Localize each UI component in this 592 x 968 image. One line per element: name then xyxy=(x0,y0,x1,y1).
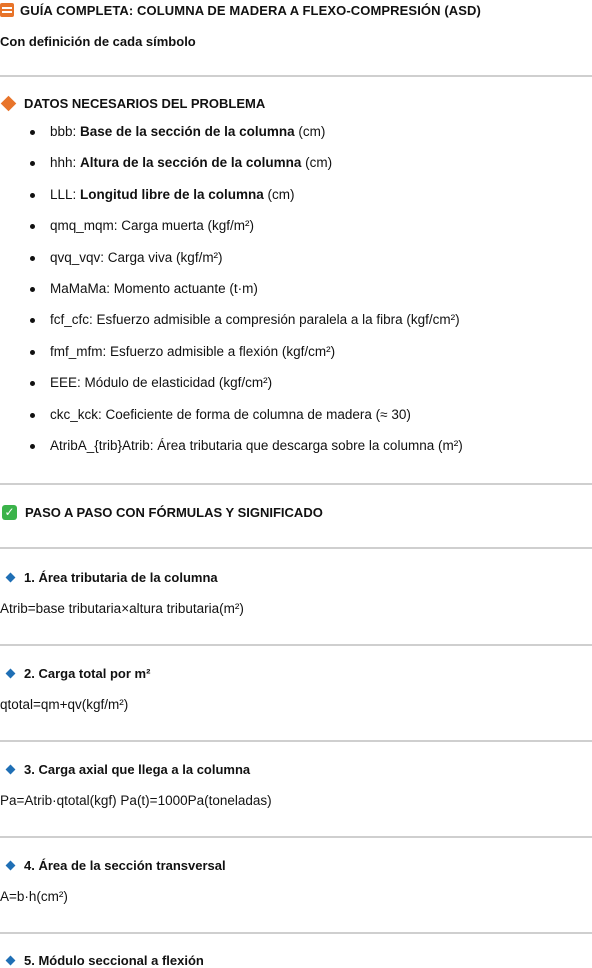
blue-diamond-icon xyxy=(6,765,16,775)
list-item: qmq_mqm: Carga muerta (kgf/m²) xyxy=(0,216,463,247)
list-item: bbb: Base de la sección de la columna (cm) xyxy=(0,122,463,153)
list-item: ckc_kck: Coeficiente de forma de columna de madera (≈ 30) xyxy=(0,405,463,436)
section-pasos-heading xyxy=(0,505,323,520)
step-4-heading: 4. Área de la sección transversal xyxy=(0,858,226,873)
list-item: qvq_vqv: Carga viva (kgf/m²) xyxy=(0,248,463,279)
list-item: fmf_mfm: Esfuerzo admisible a flexión (kgf/cm²) xyxy=(0,342,463,373)
step-2-formula: qtotal=qm+qv(kgf/m²) xyxy=(0,697,129,712)
divider xyxy=(0,547,592,549)
list-item: fcf_cfc: Esfuerzo admisible a compresión paralela a la fibra (kgf/cm²) xyxy=(0,310,463,341)
section-datos-title: DATOS NECESARIOS DEL PROBLEMA xyxy=(24,96,266,111)
divider xyxy=(0,932,592,934)
list-item: hhh: Altura de la sección de la columna (cm) xyxy=(0,153,463,184)
step-2-heading: 2. Carga total por m² xyxy=(0,666,150,681)
blue-diamond-icon xyxy=(6,573,16,583)
step-1-formula: Atrib=base tributaria×altura tributaria(m²) xyxy=(0,601,244,616)
divider xyxy=(0,75,592,77)
list-item: EEE: Módulo de elasticidad (kgf/cm²) xyxy=(0,373,463,404)
list-item: AtribA_{trib}Atrib: Área tributaria que descarga sobre la columna (m²) xyxy=(0,436,463,467)
divider xyxy=(0,836,592,838)
page-subtitle: Con definición de cada símbolo xyxy=(0,34,196,49)
step-4-formula: A=b·h(cm²) xyxy=(0,889,68,904)
section-datos-heading xyxy=(0,96,265,111)
blue-diamond-icon xyxy=(6,669,16,679)
step-5-heading: 5. Módulo seccional a flexión xyxy=(0,953,204,968)
blue-diamond-icon xyxy=(6,956,16,966)
list-item: LLL: Longitud libre de la columna (cm) xyxy=(0,185,463,216)
check-icon: ✓ xyxy=(2,505,17,520)
divider xyxy=(0,740,592,742)
step-1-heading: 1. Área tributaria de la columna xyxy=(0,570,218,585)
title-row xyxy=(0,0,481,20)
divider xyxy=(0,644,592,646)
step-3-heading: 3. Carga axial que llega a la columna xyxy=(0,762,250,777)
section-pasos-title: PASO A PASO CON FÓRMULAS Y SIGNIFICADO xyxy=(25,505,323,520)
blue-diamond-icon xyxy=(6,861,16,871)
stack-icon xyxy=(0,3,14,17)
list-item: MaMaMa: Momento actuante (t·m) xyxy=(0,279,463,310)
page-title: GUÍA COMPLETA: COLUMNA DE MADERA A FLEXO-COMPRESIÓN (ASD) xyxy=(20,2,481,18)
step-3-formula: Pa=Atrib·qtotal(kgf) Pa(t)=1000Pa(toneladas) xyxy=(0,793,272,808)
divider xyxy=(0,483,592,485)
datos-list xyxy=(0,122,463,467)
orange-diamond-icon xyxy=(1,96,17,112)
